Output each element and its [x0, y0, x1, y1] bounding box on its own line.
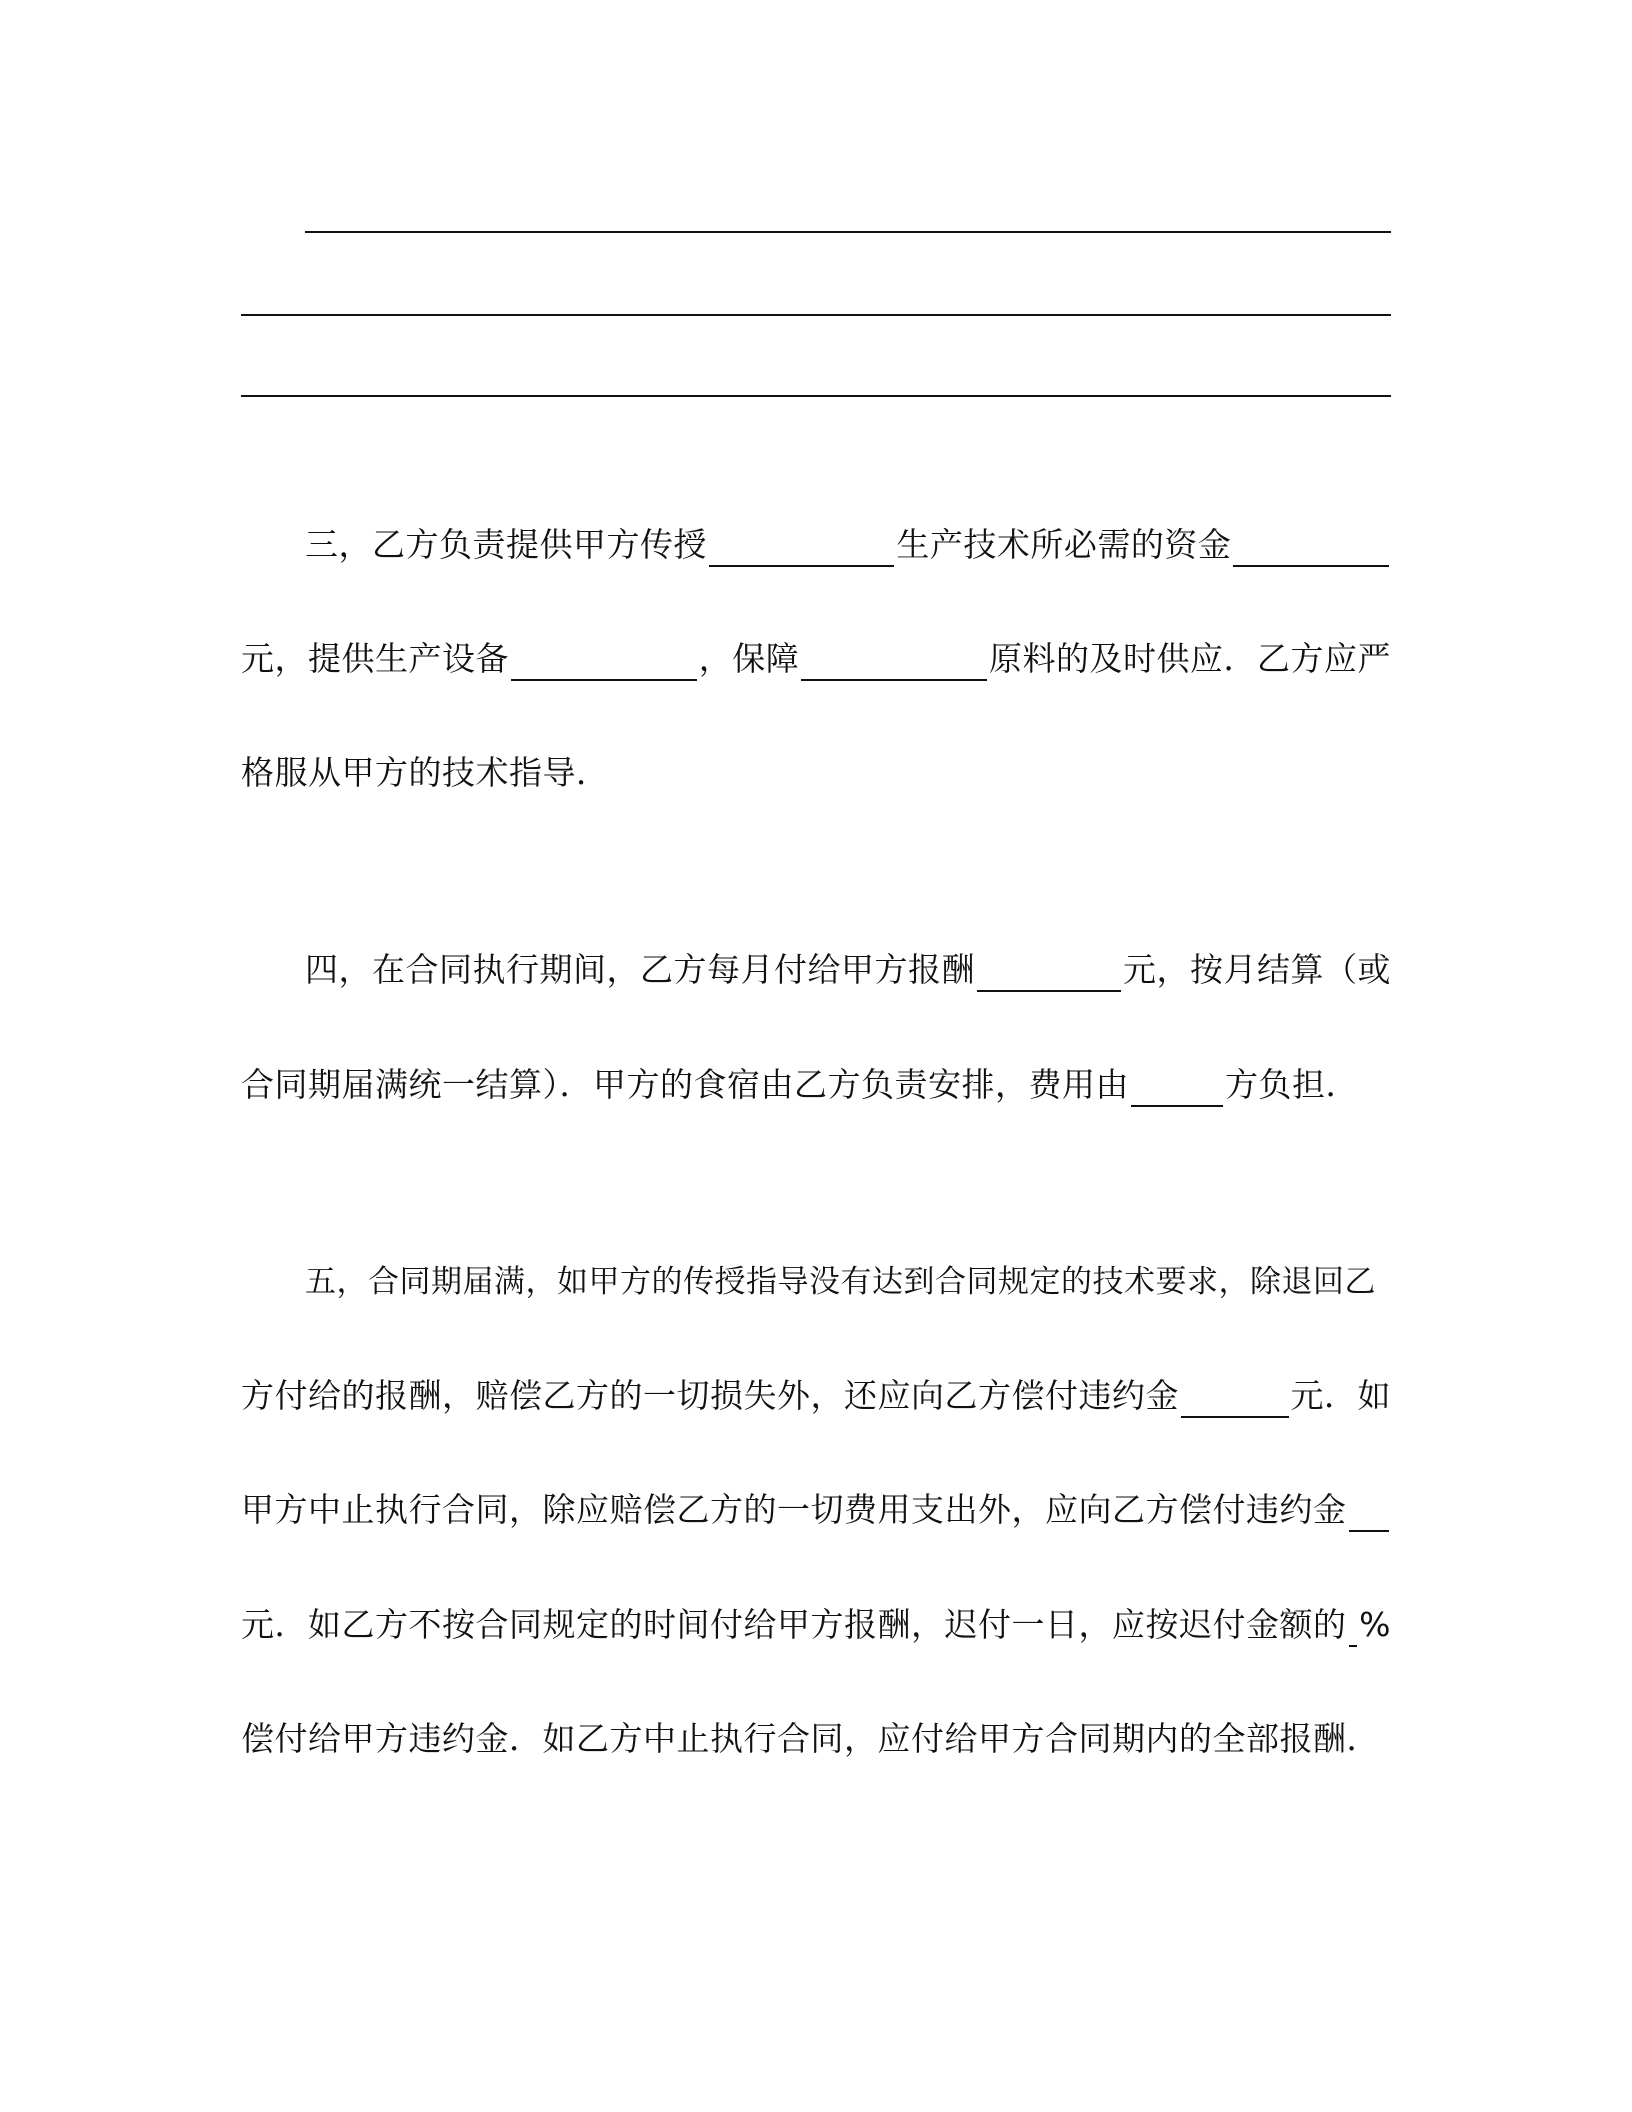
clause-4-line-2 — [241, 1060, 1391, 1110]
clause-5-line-3 — [241, 1485, 1391, 1535]
clause-5-text: 五，合同期届满，如甲方的传授指导没有达到合同规定的技术要求，除退回乙 — [305, 1264, 1376, 1300]
clause-3-text: ，保障 — [698, 639, 800, 678]
blank-materials — [801, 679, 987, 681]
clause-5-text: 偿付给甲方违约金．如乙方中止执行合同，应付给甲方合同期内的全部报酬． — [241, 1719, 1380, 1758]
clause-5-line-2 — [241, 1371, 1391, 1421]
clause-3-line-1 — [305, 520, 1391, 570]
blank-penalty-amount-2 — [1349, 1530, 1390, 1532]
fill-in-rule-3 — [241, 395, 1391, 397]
clause-5-text: 方付给的报酬，赔偿乙方的一切损失外，还应向乙方偿付违约金 — [241, 1376, 1179, 1415]
clause-3-text: 三，乙方负责提供甲方传授 — [305, 525, 707, 564]
clause-5-text: 元．如乙方不按合同规定的时间付给甲方报酬，迟付一日，应按迟付金额的 — [241, 1605, 1347, 1644]
percent-sign: % — [1359, 1605, 1391, 1644]
clause-4-text: 合同期届满统一结算）．甲方的食宿由乙方负责安排，费用由 — [241, 1065, 1129, 1104]
blank-technology-name — [709, 565, 894, 567]
clause-5-line-5 — [241, 1714, 1391, 1764]
clause-3-text: 格服从甲方的技术指导． — [241, 753, 610, 792]
clause-3-text: 元，提供生产设备 — [241, 639, 509, 678]
fill-in-rule-2 — [241, 314, 1391, 316]
blank-penalty-amount-1 — [1181, 1416, 1289, 1418]
blank-cost-bearer — [1131, 1105, 1223, 1107]
clause-3-text: 生产技术所必需的资金 — [896, 525, 1232, 564]
clause-4-text: 四，在合同执行期间，乙方每月付给甲方报酬 — [305, 950, 975, 989]
blank-funding-amount — [1233, 565, 1389, 567]
clause-4-text: 元，按月结算（或 — [1123, 950, 1391, 989]
clause-5-line-4 — [241, 1600, 1391, 1650]
clause-4-text: 方负担． — [1225, 1065, 1359, 1104]
blank-equipment — [511, 679, 697, 681]
clause-5-text: 甲方中止执行合同，除应赔偿乙方的一切费用支出外，应向乙方偿付违约金 — [241, 1490, 1347, 1529]
fill-in-rule-1 — [305, 231, 1391, 233]
clause-3-line-3 — [241, 748, 1391, 798]
clause-3-text: 原料的及时供应．乙方应严 — [989, 639, 1391, 678]
clause-4-line-1 — [305, 945, 1391, 995]
clause-5-text: 元．如 — [1290, 1376, 1391, 1415]
blank-late-percentage — [1349, 1645, 1358, 1647]
clause-3-line-2 — [241, 634, 1391, 684]
clause-5-line-1 — [305, 1257, 1391, 1307]
blank-monthly-payment — [977, 990, 1121, 992]
